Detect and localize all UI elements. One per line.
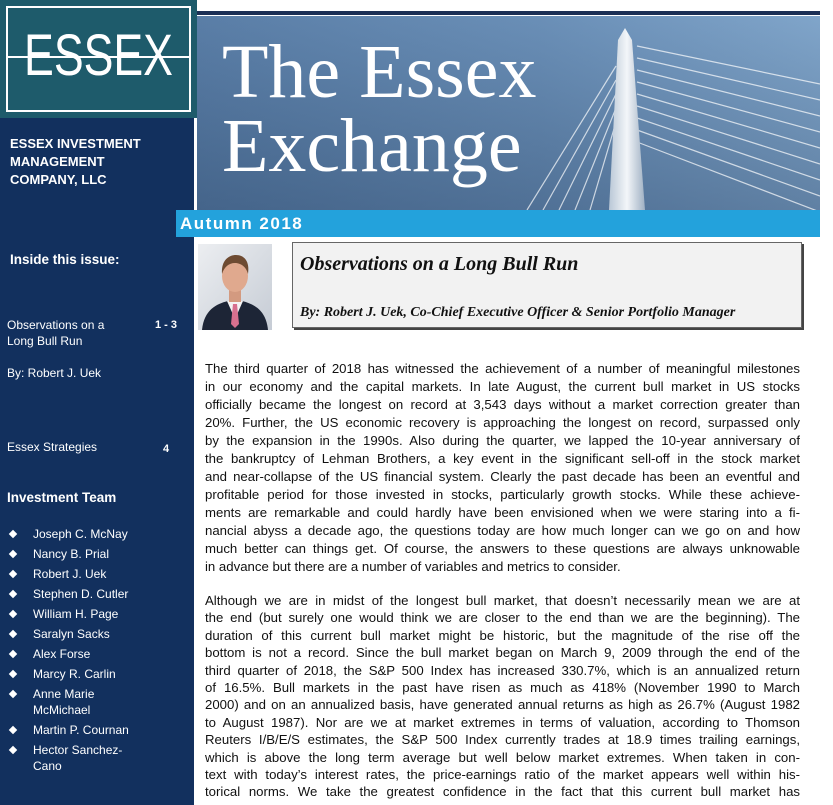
body-text-line: The third quarter of 2018 has witnessed the achievement of a number of meaningful milestones	[205, 361, 800, 376]
team-member-name: Alex Forse	[33, 647, 91, 661]
team-member	[0, 722, 139, 738]
diamond-bullet-icon	[9, 726, 17, 734]
masthead-banner	[197, 16, 820, 210]
team-member-name: Hector Sanchez-Cano	[33, 743, 123, 773]
essex-logo: ESSEX	[24, 23, 173, 88]
diamond-bullet-icon	[9, 590, 17, 598]
body-text-line: torical norms. We take the greatest confidence in the fact that this current bull market has	[205, 784, 800, 800]
diamond-bullet-icon	[9, 550, 17, 558]
team-member	[0, 626, 139, 642]
body-text-line: to August 1987). Nor are we at market extremes in terms of valuation, according to Thomson	[205, 714, 800, 730]
toc-item-pages: 4	[163, 443, 170, 455]
body-text-line: much better can things get. Of course, the answers to these questions are always unknowable	[205, 541, 800, 556]
team-member	[0, 686, 139, 718]
body-text-line: duration of this current bull market might be historic, but the magnitude of the rise off the	[205, 627, 800, 643]
diamond-bullet-icon	[9, 610, 17, 618]
team-member-name: Anne Marie McMichael	[33, 687, 95, 717]
article-paragraph	[205, 592, 800, 801]
team-member	[0, 606, 139, 622]
body-text-line: third quarter of 2018, the S&P 500 Index has increased 330.7%, which is an annualized return	[205, 662, 800, 678]
inside-this-issue-heading: Inside this issue:	[10, 252, 120, 267]
toc-item-pages: 1 - 3	[155, 319, 178, 331]
body-text-line: in advance but there are a number of variables and metrics to consider.	[205, 559, 621, 574]
team-member	[0, 742, 139, 774]
team-member-name: Joseph C. McNay	[33, 527, 128, 541]
newsletter-title-line-2: Exchange	[222, 104, 522, 188]
body-text-line: ments are remarkable and could hardly have been envisioned when we were staring into a fi-	[205, 505, 800, 520]
team-member-name: Martin P. Cournan	[33, 723, 129, 737]
company-name-line: COMPANY, LLC	[10, 172, 107, 187]
team-member	[0, 566, 139, 582]
team-member	[0, 546, 139, 562]
article-title-box	[292, 242, 802, 328]
team-member-name: Nancy B. Prial	[33, 547, 110, 561]
body-text-line: which is above the long term average but well below market extremes. When taken in con-	[205, 749, 800, 765]
issue-label: Autumn 2018	[180, 214, 304, 233]
body-text-line: the bankruptcy of Lehman Brothers, a key event in the significant sell-off in the stock market	[205, 451, 800, 466]
body-text-line: nancial abyss a decade ago, the questions today are how much longer can we go on and how	[205, 523, 800, 538]
body-text-line: Reuters I/B/E/S estimates, the S&P 500 Index currently trades at 18.9 times trailing earnings,	[205, 732, 800, 748]
diamond-bullet-icon	[9, 650, 17, 658]
company-name	[10, 135, 141, 189]
article-byline: By: Robert J. Uek, Co-Chief Executive Officer & Senior Portfolio Manager	[300, 305, 736, 320]
body-text-line: of 16.5%. Bull markets in the past have risen as much as 418% (November 1990 to March	[205, 679, 800, 695]
team-member	[0, 646, 139, 662]
team-member-name: Marcy R. Carlin	[33, 667, 116, 681]
body-text-line: text with today’s interest rates, the price-earnings ratio of the market appears well within his-	[205, 766, 800, 782]
team-member-name: Saralyn Sacks	[33, 627, 110, 641]
diamond-bullet-icon	[9, 746, 17, 754]
diamond-bullet-icon	[9, 690, 17, 698]
team-member-name: Robert J. Uek	[33, 567, 107, 581]
investment-team-heading: Investment Team	[7, 490, 117, 505]
team-member	[0, 666, 139, 682]
article-paragraph	[205, 360, 800, 576]
logo-box	[0, 0, 197, 118]
article-title: Observations on a Long Bull Run	[300, 253, 579, 275]
newsletter-title-line-1: The Essex	[222, 30, 537, 114]
sidebar	[0, 118, 194, 805]
body-text-line: in our economy and the capital markets. In late August, the current bull market in US stocks	[205, 379, 800, 394]
masthead-top-rule	[197, 11, 820, 15]
body-text-line: the end (but surely one would think we are closer to the end than we are the beginning). The	[205, 610, 800, 626]
body-text-line: and near-collapse of the US financial system. Clearly the past decade has been an eventful and	[205, 469, 800, 484]
body-text-line: 2000) and on an annualized basis, have generated annual returns as high as 26.7% (August 1982	[205, 697, 800, 713]
body-text-line: bottom is not a record. Since the bull market began on March 9, 2009 through the end of the	[205, 645, 800, 661]
diamond-bullet-icon	[9, 670, 17, 678]
issue-bar	[176, 210, 820, 237]
body-text-line: profitable period for those invested in stocks, particularly growth stocks. While these achieve-	[205, 487, 800, 502]
team-member	[0, 586, 139, 602]
author-photo	[198, 244, 272, 330]
body-text-line: Although we are in midst of the longest bull market, that doesn’t necessarily mean we are at	[205, 593, 800, 608]
diamond-bullet-icon	[9, 570, 17, 578]
diamond-bullet-icon	[9, 630, 17, 638]
investment-team-list	[0, 526, 139, 778]
diamond-bullet-icon	[9, 530, 17, 538]
body-text-line: by the expansion in the 1990s. Also during the quarter, we lapped the 10-year anniversary of	[205, 433, 800, 448]
team-member-name: Stephen D. Cutler	[33, 587, 129, 601]
team-member-name: William H. Page	[33, 607, 119, 621]
body-text-line: officially became the longest on record at 3,543 days without a market correction greater than	[205, 397, 800, 412]
company-name-line: ESSEX INVESTMENT	[10, 136, 141, 151]
company-name-line: MANAGEMENT	[10, 154, 105, 169]
body-text-line: 20%. Further, the US economic recovery is approaching the longest on record, surpassed only	[205, 415, 800, 430]
toc-item-title: Essex Strategies	[7, 440, 98, 454]
toc-item-title: Observations on a Long Bull Run	[7, 318, 105, 348]
team-member	[0, 526, 139, 542]
toc-item-title: By: Robert J. Uek	[7, 366, 102, 380]
